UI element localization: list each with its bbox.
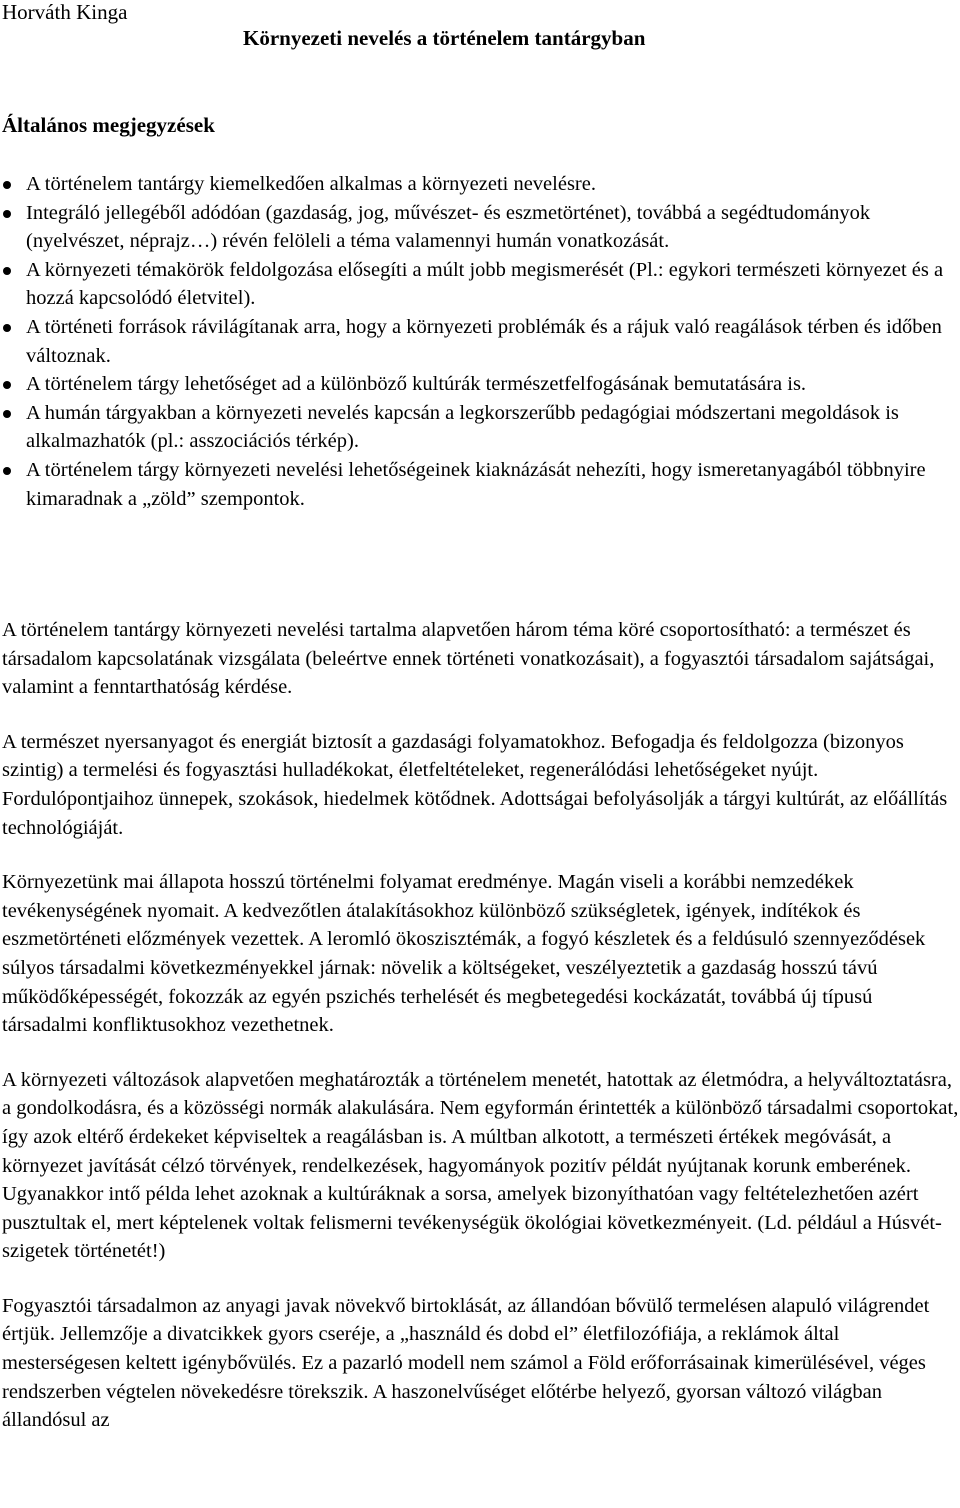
remarks-bullet-list — [0, 170, 958, 513]
bullet-icon — [3, 181, 11, 189]
bullet-item — [0, 199, 958, 256]
bullet-text: A történeti források rávilágítanak arra, hogy a környezeti problémák és a rájuk való reagálások térben és időben változnak. — [26, 315, 942, 367]
bullet-icon — [3, 410, 11, 418]
bullet-item — [0, 399, 958, 456]
paragraph: A történelem tantárgy környezeti nevelési tartalma alapvetően három téma köré csoportosítható: a természet és társadalom kapcsolatának vizsgálata (beleértve ennek történeti vonatkozásait), a fogyasztói társadalom sajátságai, valamint a fenntarthatóság kérdése. — [2, 619, 935, 699]
bullet-item — [0, 370, 958, 399]
bullet-item — [0, 170, 958, 199]
paragraph: A környezeti változások alapvetően meghatározták a történelem menetét, hatottak az életmódra, a helyváltoztatásra, a gondolkodásra, és a közösségi normák alakulására. Nem egyformán érintették a különböző társadalmi csoportokat, így azok eltérő érdekeket képviseltek a reagálásban is. A múltban alkotott, a természeti értékek megóvását, a környezet javítását célzó törvények, rendelkezések, hagyományok pozitív példát nyújtanak korunk emberének. Ugyanakkor intő példa lehet azoknak a kultúráknak a sorsa, amelyek bizonyíthatóan vagy feltételezhetően azért pusztultak el, mert képtelenek voltak felismerni tevékenységük ökológiai következményeit. (Ld. például a Húsvét-szigetek történetét!) — [2, 1068, 959, 1263]
bullet-icon — [3, 381, 11, 389]
body-text — [2, 616, 960, 1461]
bullet-item — [0, 456, 958, 513]
paragraph: Környezetünk mai állapota hosszú történelmi folyamat eredménye. Magán viseli a korábbi nemzedékek tevékenységének nyomait. A kedvezőtlen átalakításokhoz különböző szükségletek, igények, indítékok és eszmetörténeti előzmények vezettek. A leromló ökoszisztémák, a fogyó készletek és a feldúsuló szennyeződések súlyos társadalmi következményekkel járnak: növelik a költségeket, veszélyeztetik a gazdaság hosszú távú működőképességét, fokozzák az egyén pszichés terhelését és megbetegedési kockázatát, továbbá új típusú társadalmi konfliktusokhoz vezethetnek. — [2, 871, 926, 1037]
bullet-icon — [3, 324, 11, 332]
bullet-text: Integráló jellegéből adódóan (gazdaság, jog, művészet- és eszmetörténet), továbbá a segédtudományok (nyelvészet, néprajz…) révén felöleli a téma valamennyi humán vonatkozását. — [26, 201, 871, 253]
paragraph: A természet nyersanyagot és energiát biztosít a gazdasági folyamatokhoz. Befogadja és feldolgozza (bizonyos szintig) a termelési és fogyasztási hulladékokat, életfeltételeket, regenerálódási lehetőségeket nyújt. Fordulópontjaihoz ünnepek, szokások, hiedelmek kötődnek. Adottságai befolyásolják a tárgyi kultúrát, az előállítás technológiáját. — [2, 730, 948, 839]
bullet-item — [0, 313, 958, 370]
bullet-text: A történelem tantárgy kiemelkedően alkalmas a környezeti nevelésre. — [26, 173, 596, 195]
document-title: Környezeti nevelés a történelem tantárgyban — [243, 26, 646, 50]
bullet-icon — [3, 210, 11, 218]
bullet-icon — [3, 467, 11, 475]
author-name: Horváth Kinga — [2, 0, 128, 24]
bullet-text: A történelem tárgy környezeti nevelési lehetőségeinek kiaknázását nehezíti, hogy ismeretanyagából többnyire kimaradnak a „zöld” szempontok. — [26, 458, 926, 510]
section-heading: Általános megjegyzések — [2, 113, 215, 137]
bullet-icon — [3, 267, 11, 275]
bullet-text: A humán tárgyakban a környezeti nevelés kapcsán a legkorszerűbb pedagógiai módszertani megoldások is alkalmazhatók (pl.: asszociációs térkép). — [26, 401, 899, 453]
bullet-item — [0, 256, 958, 313]
bullet-text: A történelem tárgy lehetőséget ad a különböző kultúrák természetfelfogásának bemutatására is. — [26, 373, 807, 396]
bullet-text: A környezeti témakörök feldolgozása elősegíti a múlt jobb megismerését (Pl.: egykori természeti környezet és a hozzá kapcsolódó életvitel). — [26, 258, 944, 310]
paragraph: Fogyasztói társadalmon az anyagi javak növekvő birtoklását, az állandóan bővülő termelésen alapuló világrendet értjük. Jellemzője a divatcikkek gyors cseréje, a „használd és dobd el” életfilozófiája, a reklámok által mesterségesen keltett igénybővülés. Ez a pazarló modell nem számol a Föld erőforrásainak kimerülésével, véges rendszerben végtelen növekedésre törekszik. A haszonelvűséget előtérbe helyező, gyorsan változó világban állandósul az — [2, 1294, 930, 1432]
